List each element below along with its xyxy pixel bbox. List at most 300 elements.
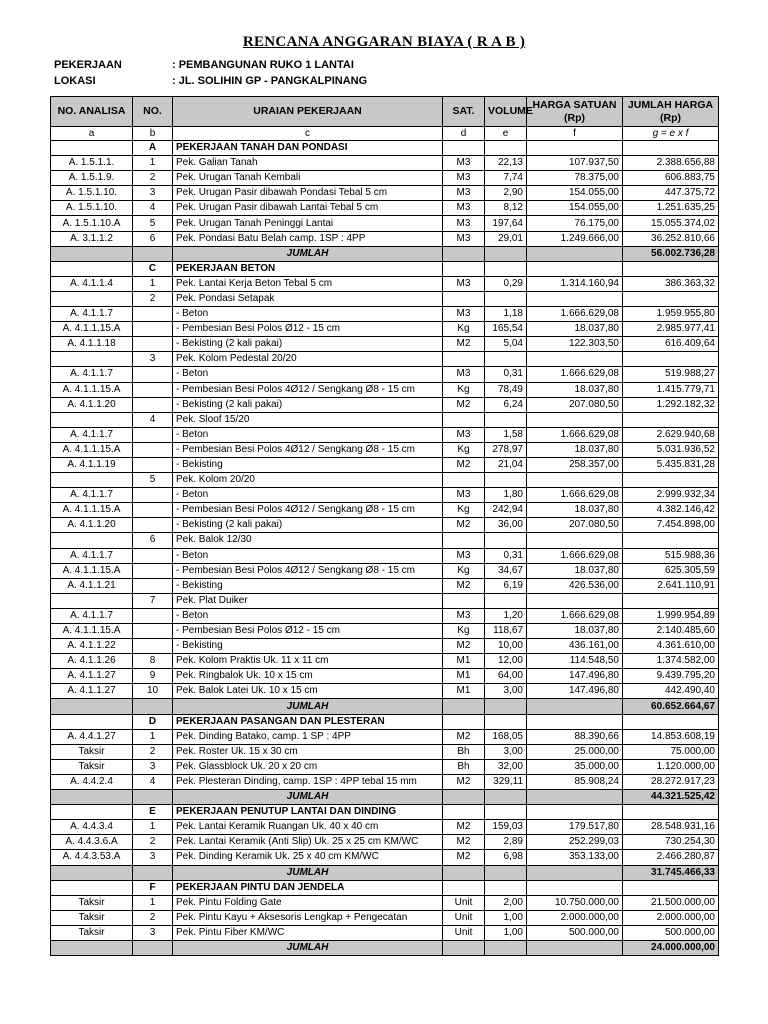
cell-volume: 78,49: [485, 382, 527, 397]
cell-empty: [485, 246, 527, 261]
cell-uraian: Pek. Kolom 20/20: [173, 473, 443, 488]
cell-no-analisa: A. 1.5.1.9.: [51, 171, 133, 186]
cell-uraian: - Pembesian Besi Polos 4Ø12 / Sengkang Ø8 - 15 cm: [173, 563, 443, 578]
cell-sat: M3: [443, 201, 485, 216]
cell-sat: [443, 533, 485, 548]
cell-volume: 1,00: [485, 925, 527, 940]
cell-no-analisa: A. 3.1.1.2: [51, 231, 133, 246]
cell-no: 6: [133, 231, 173, 246]
cell-empty: [623, 714, 719, 729]
cell-sat: M2: [443, 835, 485, 850]
cell-no: [133, 503, 173, 518]
cell-empty: [485, 790, 527, 805]
cell-sat: Kg: [443, 442, 485, 457]
cell-no-analisa: A. 4.1.1.19: [51, 457, 133, 472]
cell-sat: Kg: [443, 382, 485, 397]
cell-no: 1: [133, 820, 173, 835]
cell-empty: [623, 805, 719, 820]
cell-sat: Kg: [443, 322, 485, 337]
cell-jumlah-harga: 75.000,00: [623, 744, 719, 759]
table-row: [51, 654, 719, 669]
cell-harga-satuan: 114.548,50: [527, 654, 623, 669]
header-volume: VOLUME: [485, 97, 527, 127]
subtotal-row: [51, 790, 719, 805]
cell-jumlah-harga: 442.490,40: [623, 684, 719, 699]
cell-no-analisa: A. 4.1.1.15.A: [51, 624, 133, 639]
cell-harga-satuan: [527, 352, 623, 367]
table-row: [51, 322, 719, 337]
cell-jumlah-harga: 500.000,00: [623, 925, 719, 940]
header-no-analisa: NO. ANALISA: [51, 97, 133, 127]
subtotal-label: JUMLAH: [173, 246, 443, 261]
column-letter: g = e x f: [623, 127, 719, 141]
cell-harga-satuan: 18.037,80: [527, 382, 623, 397]
cell-sat: M3: [443, 276, 485, 291]
cell-sat: M3: [443, 171, 485, 186]
cell-jumlah-harga: 730.254,30: [623, 835, 719, 850]
cell-harga-satuan: 147.496,80: [527, 669, 623, 684]
cell-uraian: Pek. Glassblock Uk. 20 x 20 cm: [173, 759, 443, 774]
cell-uraian: Pek. Sloof 15/20: [173, 412, 443, 427]
cell-no: [133, 624, 173, 639]
cell-volume: 22,13: [485, 156, 527, 171]
cell-no: 7: [133, 593, 173, 608]
cell-sat: M3: [443, 216, 485, 231]
cell-no-analisa: A. 4.4.3.53.A: [51, 850, 133, 865]
cell-empty: [443, 805, 485, 820]
cell-empty: [443, 699, 485, 714]
cell-empty: [443, 261, 485, 276]
cell-sat: M2: [443, 578, 485, 593]
cell-harga-satuan: 18.037,80: [527, 624, 623, 639]
cell-no-analisa: A. 4.1.1.26: [51, 654, 133, 669]
cell-no-analisa: A. 4.1.1.7: [51, 488, 133, 503]
cell-uraian: Pek. Plat Duiker: [173, 593, 443, 608]
cell-sat: M2: [443, 774, 485, 789]
cell-no: 4: [133, 412, 173, 427]
cell-jumlah-harga: 1.251.635,25: [623, 201, 719, 216]
cell-no-analisa: A. 4.4.3.6.A: [51, 835, 133, 850]
cell-sat: M1: [443, 684, 485, 699]
meta-key: PEKERJAAN: [54, 59, 122, 71]
cell-empty: [133, 699, 173, 714]
table-row: [51, 835, 719, 850]
table-row: [51, 639, 719, 654]
cell-jumlah-harga: [623, 593, 719, 608]
cell-harga-satuan: 1.666.629,08: [527, 427, 623, 442]
cell-uraian: - Bekisting: [173, 457, 443, 472]
cell-sat: M2: [443, 639, 485, 654]
cell-sat: M2: [443, 337, 485, 352]
cell-volume: 1,80: [485, 488, 527, 503]
cell-no-analisa: Taksir: [51, 910, 133, 925]
cell-empty: [527, 790, 623, 805]
section-row: [51, 880, 719, 895]
cell-no: [133, 367, 173, 382]
cell-sat: Unit: [443, 925, 485, 940]
cell-uraian: Pek. Lantai Kerja Beton Tebal 5 cm: [173, 276, 443, 291]
cell-no: 1: [133, 895, 173, 910]
cell-no: [133, 382, 173, 397]
cell-sat: M2: [443, 457, 485, 472]
cell-empty: [485, 714, 527, 729]
cell-uraian: Pek. Urugan Tanah Kembali: [173, 171, 443, 186]
cell-harga-satuan: 154.055,00: [527, 186, 623, 201]
cell-volume: 36,00: [485, 518, 527, 533]
cell-harga-satuan: 1.666.629,08: [527, 608, 623, 623]
cell-harga-satuan: [527, 412, 623, 427]
cell-no-analisa: A. 4.1.1.20: [51, 397, 133, 412]
cell-empty: [443, 790, 485, 805]
cell-jumlah-harga: 616.409,64: [623, 337, 719, 352]
cell-uraian: - Bekisting (2 kali pakai): [173, 337, 443, 352]
cell-harga-satuan: [527, 533, 623, 548]
cell-empty: [485, 865, 527, 880]
cell-no-analisa: [51, 473, 133, 488]
cell-empty: [51, 805, 133, 820]
section-letter: E: [133, 805, 173, 820]
cell-empty: [51, 246, 133, 261]
cell-volume: 168,05: [485, 729, 527, 744]
subtotal-row: [51, 940, 719, 955]
cell-no-analisa: A. 4.1.1.7: [51, 427, 133, 442]
cell-volume: 2,90: [485, 186, 527, 201]
cell-sat: M3: [443, 367, 485, 382]
cell-jumlah-harga: 2.140.485,60: [623, 624, 719, 639]
cell-uraian: - Beton: [173, 307, 443, 322]
cell-no-analisa: [51, 291, 133, 306]
cell-empty: [527, 865, 623, 880]
cell-no-analisa: A. 4.4.3.4: [51, 820, 133, 835]
cell-no: [133, 307, 173, 322]
cell-sat: M3: [443, 231, 485, 246]
cell-volume: [485, 593, 527, 608]
column-letter: f: [527, 127, 623, 141]
column-letter: a: [51, 127, 133, 141]
table-row: [51, 624, 719, 639]
cell-no-analisa: [51, 533, 133, 548]
table-row: [51, 337, 719, 352]
cell-empty: [51, 880, 133, 895]
cell-no-analisa: A. 4.1.1.7: [51, 307, 133, 322]
cell-empty: [133, 790, 173, 805]
cell-harga-satuan: 426.536,00: [527, 578, 623, 593]
cell-volume: 1,20: [485, 608, 527, 623]
cell-uraian: - Beton: [173, 608, 443, 623]
cell-no: [133, 337, 173, 352]
page-title: RENCANA ANGGARAN BIAYA ( R A B ): [242, 34, 526, 50]
cell-empty: [485, 805, 527, 820]
cell-uraian: Pek. Urugan Pasir dibawah Lantai Tebal 5 cm: [173, 201, 443, 216]
cell-no-analisa: A. 1.5.1.10.: [51, 201, 133, 216]
cell-empty: [527, 714, 623, 729]
cell-sat: M2: [443, 518, 485, 533]
cell-volume: 1,18: [485, 307, 527, 322]
cell-harga-satuan: 107.937,50: [527, 156, 623, 171]
section-letter: F: [133, 880, 173, 895]
cell-no-analisa: A. 4.1.1.7: [51, 367, 133, 382]
cell-no: 4: [133, 774, 173, 789]
section-row: [51, 805, 719, 820]
cell-volume: 6,98: [485, 850, 527, 865]
cell-volume: [485, 473, 527, 488]
cell-sat: M2: [443, 397, 485, 412]
table-row: [51, 457, 719, 472]
cell-harga-satuan: 25.000,00: [527, 744, 623, 759]
cell-jumlah-harga: 21.500.000,00: [623, 895, 719, 910]
cell-sat: Bh: [443, 759, 485, 774]
table-row: [51, 729, 719, 744]
cell-harga-satuan: 1.666.629,08: [527, 307, 623, 322]
cell-no: 3: [133, 925, 173, 940]
cell-no-analisa: A. 4.1.1.18: [51, 337, 133, 352]
cell-volume: 3,00: [485, 684, 527, 699]
rab-table: [50, 96, 719, 956]
cell-sat: Kg: [443, 624, 485, 639]
cell-jumlah-harga: [623, 473, 719, 488]
cell-jumlah-harga: 4.382.146,42: [623, 503, 719, 518]
cell-no-analisa: A. 1.5.1.1.: [51, 156, 133, 171]
cell-jumlah-harga: 519.988,27: [623, 367, 719, 382]
cell-uraian: Pek. Lantai Keramik (Anti Slip) Uk. 25 x 25 cm KM/WC: [173, 835, 443, 850]
cell-uraian: Pek. Balok Latei Uk. 10 x 15 cm: [173, 684, 443, 699]
cell-sat: [443, 473, 485, 488]
cell-sat: Unit: [443, 910, 485, 925]
cell-no: 6: [133, 533, 173, 548]
cell-empty: [485, 880, 527, 895]
cell-jumlah-harga: 5.031.936,52: [623, 442, 719, 457]
table-row: [51, 276, 719, 291]
cell-harga-satuan: 436.161,00: [527, 639, 623, 654]
cell-volume: 5,04: [485, 337, 527, 352]
cell-no-analisa: A. 4.1.1.7: [51, 608, 133, 623]
cell-no: [133, 578, 173, 593]
table-row: [51, 563, 719, 578]
cell-harga-satuan: [527, 593, 623, 608]
cell-harga-satuan: 76.175,00: [527, 216, 623, 231]
cell-no: 3: [133, 352, 173, 367]
cell-uraian: Pek. Pintu Fiber KM/WC: [173, 925, 443, 940]
cell-no-analisa: [51, 412, 133, 427]
cell-jumlah-harga: 1.374.582,00: [623, 654, 719, 669]
cell-volume: 0,31: [485, 367, 527, 382]
cell-jumlah-harga: 4.361.610,00: [623, 639, 719, 654]
cell-uraian: - Bekisting (2 kali pakai): [173, 518, 443, 533]
cell-no-analisa: Taksir: [51, 744, 133, 759]
cell-harga-satuan: 18.037,80: [527, 503, 623, 518]
table-row: [51, 850, 719, 865]
cell-volume: 159,03: [485, 820, 527, 835]
table-row: [51, 759, 719, 774]
cell-no-analisa: [51, 352, 133, 367]
table-row: [51, 820, 719, 835]
cell-no: [133, 442, 173, 457]
column-letter: d: [443, 127, 485, 141]
cell-volume: [485, 291, 527, 306]
cell-volume: 10,00: [485, 639, 527, 654]
cell-jumlah-harga: 447.375,72: [623, 186, 719, 201]
cell-empty: [133, 246, 173, 261]
header-sat: SAT.: [443, 97, 485, 127]
cell-uraian: - Beton: [173, 367, 443, 382]
cell-sat: [443, 291, 485, 306]
cell-no: 2: [133, 744, 173, 759]
cell-volume: 2,00: [485, 895, 527, 910]
cell-no-analisa: A. 1.5.1.10.: [51, 186, 133, 201]
table-row: [51, 578, 719, 593]
cell-uraian: Pek. Urugan Pasir dibawah Pondasi Tebal 5 cm: [173, 186, 443, 201]
section-title: PEKERJAAN TANAH DAN PONDASI: [173, 141, 443, 156]
cell-no-analisa: A. 4.1.1.15.A: [51, 503, 133, 518]
cell-volume: 12,00: [485, 654, 527, 669]
cell-uraian: Pek. Dinding Keramik Uk. 25 x 40 cm KM/WC: [173, 850, 443, 865]
cell-sat: M3: [443, 488, 485, 503]
cell-sat: M2: [443, 850, 485, 865]
cell-jumlah-harga: [623, 412, 719, 427]
cell-volume: 6,19: [485, 578, 527, 593]
cell-harga-satuan: 18.037,80: [527, 442, 623, 457]
cell-jumlah-harga: 1.292.182,32: [623, 397, 719, 412]
cell-no: [133, 457, 173, 472]
cell-empty: [623, 141, 719, 156]
cell-empty: [133, 865, 173, 880]
cell-harga-satuan: [527, 291, 623, 306]
cell-harga-satuan: 18.037,80: [527, 322, 623, 337]
cell-sat: [443, 352, 485, 367]
cell-no-analisa: A. 4.1.1.4: [51, 276, 133, 291]
cell-harga-satuan: 1.249.666,00: [527, 231, 623, 246]
cell-no: 10: [133, 684, 173, 699]
cell-volume: 7,74: [485, 171, 527, 186]
table-row: [51, 156, 719, 171]
cell-harga-satuan: 18.037,80: [527, 563, 623, 578]
cell-no-analisa: A. 4.1.1.22: [51, 639, 133, 654]
cell-uraian: - Bekisting: [173, 639, 443, 654]
cell-empty: [443, 940, 485, 955]
cell-sat: M3: [443, 608, 485, 623]
section-row: [51, 141, 719, 156]
subtotal-value: 60.652.664,67: [623, 699, 719, 714]
cell-uraian: Pek. Plesteran Dinding, camp. 1SP : 4PP tebal 15 mm: [173, 774, 443, 789]
cell-uraian: Pek. Pintu Kayu + Aksesoris Lengkap + Pengecatan: [173, 910, 443, 925]
subtotal-value: 24.000.000,00: [623, 940, 719, 955]
cell-no: [133, 518, 173, 533]
cell-empty: [51, 714, 133, 729]
cell-jumlah-harga: 2.641.110,91: [623, 578, 719, 593]
cell-jumlah-harga: 1.415.779,71: [623, 382, 719, 397]
cell-sat: Kg: [443, 503, 485, 518]
cell-volume: 8,12: [485, 201, 527, 216]
cell-empty: [51, 865, 133, 880]
cell-jumlah-harga: 2.466.280,87: [623, 850, 719, 865]
column-letter: b: [133, 127, 173, 141]
cell-harga-satuan: [527, 473, 623, 488]
cell-empty: [527, 880, 623, 895]
cell-uraian: - Pembesian Besi Polos Ø12 - 15 cm: [173, 624, 443, 639]
cell-harga-satuan: 1.666.629,08: [527, 367, 623, 382]
table-row: [51, 412, 719, 427]
cell-empty: [443, 865, 485, 880]
cell-empty: [443, 880, 485, 895]
cell-empty: [527, 141, 623, 156]
cell-uraian: Pek. Dinding Batako, camp. 1 SP : 4PP: [173, 729, 443, 744]
cell-jumlah-harga: 14.853.608,19: [623, 729, 719, 744]
table-row: [51, 774, 719, 789]
cell-empty: [51, 699, 133, 714]
cell-no-analisa: A. 4.4.1.27: [51, 729, 133, 744]
cell-no: 2: [133, 171, 173, 186]
table-row: [51, 669, 719, 684]
cell-uraian: Pek. Roster Uk. 15 x 30 cm: [173, 744, 443, 759]
cell-jumlah-harga: 1.959.955,80: [623, 307, 719, 322]
cell-jumlah-harga: 15.055.374,02: [623, 216, 719, 231]
subtotal-row: [51, 699, 719, 714]
cell-volume: 242,94: [485, 503, 527, 518]
header-harga-satuan: HARGA SATUAN (Rp): [527, 97, 623, 127]
cell-harga-satuan: 179.517,80: [527, 820, 623, 835]
cell-jumlah-harga: 515.988,36: [623, 548, 719, 563]
cell-volume: 3,00: [485, 744, 527, 759]
cell-empty: [51, 940, 133, 955]
cell-no: 5: [133, 473, 173, 488]
subtotal-label: JUMLAH: [173, 699, 443, 714]
cell-harga-satuan: 2.000.000,00: [527, 910, 623, 925]
cell-volume: 2,89: [485, 835, 527, 850]
table-row: [51, 352, 719, 367]
cell-empty: [623, 261, 719, 276]
cell-harga-satuan: 207.080,50: [527, 397, 623, 412]
subtotal-value: 56.002.736,28: [623, 246, 719, 261]
cell-empty: [485, 141, 527, 156]
subtotal-label: JUMLAH: [173, 790, 443, 805]
cell-no: [133, 322, 173, 337]
cell-volume: 118,67: [485, 624, 527, 639]
cell-jumlah-harga: [623, 291, 719, 306]
meta-value: : PEMBANGUNAN RUKO 1 LANTAI: [172, 59, 354, 71]
subtotal-value: 44.321.525,42: [623, 790, 719, 805]
cell-harga-satuan: 500.000,00: [527, 925, 623, 940]
table-row: [51, 307, 719, 322]
cell-no: 2: [133, 291, 173, 306]
cell-no-analisa: A. 1.5.1.10.A: [51, 216, 133, 231]
cell-sat: [443, 593, 485, 608]
table-row: [51, 382, 719, 397]
cell-volume: 6,24: [485, 397, 527, 412]
column-letter: e: [485, 127, 527, 141]
table-row: [51, 367, 719, 382]
table-row: [51, 533, 719, 548]
table-row: [51, 593, 719, 608]
cell-no: 3: [133, 850, 173, 865]
cell-empty: [443, 714, 485, 729]
cell-no-analisa: A. 4.4.2.4: [51, 774, 133, 789]
column-letter-row: [51, 127, 719, 141]
cell-sat: M2: [443, 729, 485, 744]
cell-empty: [51, 261, 133, 276]
cell-volume: [485, 412, 527, 427]
cell-harga-satuan: 258.357,00: [527, 457, 623, 472]
cell-uraian: Pek. Urugan Tanah Peninggi Lantai: [173, 216, 443, 231]
section-letter: C: [133, 261, 173, 276]
cell-volume: 34,67: [485, 563, 527, 578]
cell-empty: [527, 699, 623, 714]
table-row: [51, 201, 719, 216]
cell-no-analisa: Taksir: [51, 925, 133, 940]
cell-uraian: - Pembesian Besi Polos 4Ø12 / Sengkang Ø8 - 15 cm: [173, 442, 443, 457]
cell-empty: [443, 246, 485, 261]
section-letter: A: [133, 141, 173, 156]
section-row: [51, 714, 719, 729]
